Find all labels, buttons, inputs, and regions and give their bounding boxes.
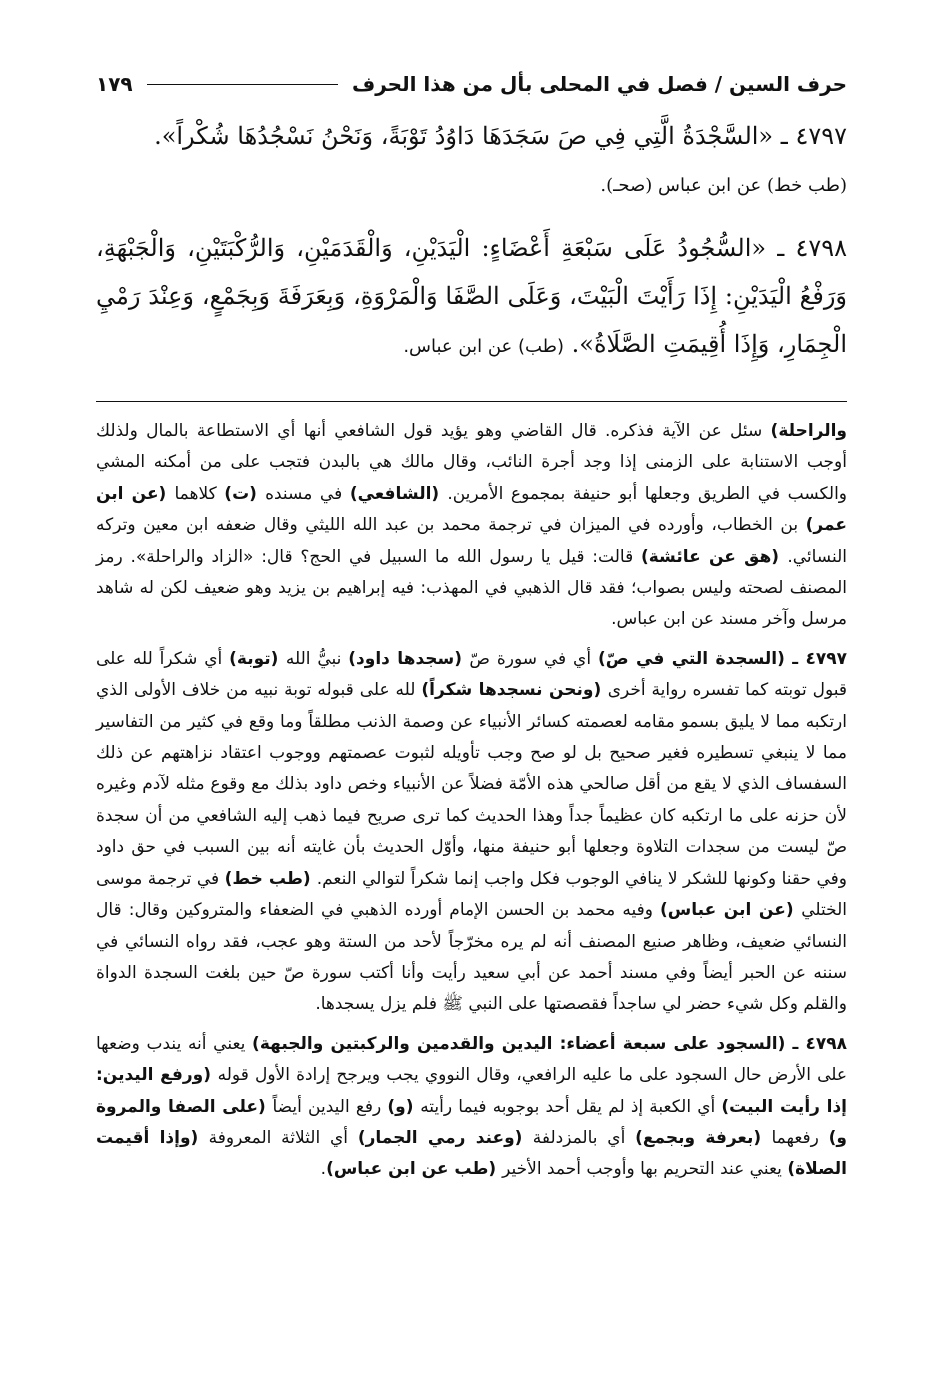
- bold-term: (ونحن نسجدها شكراً): [421, 680, 608, 701]
- commentary-text: يعني أنه يندب وضعها على الأرض حال السجود على ما عليه الرافعي، وقال النووي يجب ويرجح إرادة الأول قوله: [96, 1033, 848, 1086]
- page: [96, 72, 847, 1194]
- hadith-source: (طب خط) عن ابن عباس (صحـ).: [600, 175, 847, 196]
- bold-term: (ت): [224, 483, 266, 504]
- commentary-text: أي بالمزدلفة: [532, 1127, 636, 1148]
- commentary-section: [96, 416, 847, 1186]
- commentary-text: .: [320, 1159, 327, 1180]
- page-number: ١٧٩: [96, 72, 133, 96]
- bold-term: (وإذا أقيمت الصلاة): [96, 1127, 847, 1180]
- commentary-text: أي شكراً لله على قبول توبته كما تفسره رواية أخرى: [96, 648, 847, 701]
- bold-term: والراحلة): [770, 421, 847, 441]
- hadith-4798: [96, 224, 847, 371]
- commentary-paragraph-1: [96, 416, 847, 636]
- commentary-text: أي في سورة صّ: [469, 648, 598, 669]
- bold-term: (السجود على سبعة أعضاء: اليدين والقدمين والركبتين والجبهة): [252, 1033, 793, 1054]
- bold-term: (السجدة التي في صّ): [597, 648, 793, 669]
- header-title: حرف السين / فصل في المحلى بأل من هذا الحرف: [352, 72, 847, 96]
- bold-term: (الشافعي): [349, 483, 448, 504]
- bold-term: (طب خط): [224, 868, 317, 889]
- commentary-text: في ترجمة موسى الختلي: [96, 868, 847, 921]
- bold-term: (سجدها داود): [348, 648, 470, 669]
- commentary-text: نبيُّ الله: [285, 648, 349, 669]
- commentary-text: في مسنده: [265, 483, 350, 504]
- commentary-paragraph-4797: [96, 644, 847, 1021]
- bold-term: (وعند رمي الجمار): [357, 1127, 533, 1148]
- bold-term: (عن ابن عمر): [96, 483, 847, 536]
- commentary-text: قالت: قيل يا رسول الله ما السبيل في الحج؟ قال: «الزاد والراحلة». رمز المصنف لصحته وليس بصواب؛ فقد قال الذهبي في المهذب: فيه إبراهيم بن يزيد وهو ضعيف لكن له شاهد مرسل وآخر مسند عن ابن عباس.: [96, 546, 847, 630]
- hadith-number: ٤٧٩٧ ـ: [780, 122, 847, 150]
- hadith-number: ٤٧٩٨ ـ: [777, 234, 847, 262]
- hadith-4797: [96, 112, 847, 160]
- footnote-divider: [96, 401, 847, 402]
- bold-term: (على الصفا والمروة و): [96, 1096, 847, 1148]
- commentary-text: رفعهما: [771, 1127, 829, 1148]
- commentary-text: بن الخطاب، وأورده في الميزان في ترجمة محمد بن عبد الله الليثي وقال ضعفه ابن معين وتركه النسائي.: [96, 515, 847, 567]
- commentary-number: ٤٧٩٧ ـ: [792, 648, 847, 669]
- bold-term: (ورفع اليدين: إذا رأيت البيت): [96, 1065, 847, 1117]
- running-header: [96, 72, 847, 112]
- hadith-text: «السُّجُودُ عَلَى سَبْعَةِ أَعْضَاءٍ: الْيَدَيْنِ، وَالْقَدَمَيْنِ، وَالرُّكْبَتَيْنِ، وَالْجَبْهَةِ، وَرَفْعُ الْيَدَيْنِ: إِذَا رَأَيْتَ الْبَيْتَ، وَعَلَى الصَّفَا وَالْمَرْوَةِ، وَبِعَرَفَةَ وَبِجَمْعٍ، وَعِنْدَ رَمْيِ الْجِمَارِ، وَإِذَا أُقِيمَتِ الصَّلَاةُ».: [96, 234, 847, 358]
- hadith-text-section: [96, 112, 847, 371]
- commentary-text: يعني عند التحريم بها وأوجب أحمد الأخير: [502, 1159, 788, 1180]
- commentary-text: وفيه محمد بن الحسن الإمام أورده الذهبي في الضعفاء والمتروكين وقال: قال النسائي ضعيف، وظاهر صنيع المصنف أنه لم يره مخرّجاً لأحد من الستة وهو عجب، فقد رواه النسائي في سننه عن الحبر أيضاً وفي مسند أحمد عن أبي سعيد رأيت وأنا أكتب سورة صّ حين بلغت السجدة الدواة والقلم وكل شيء حضر لي ساجداً فقصصتها على النبي ﷺ فلم يزل يسجدها.: [96, 900, 847, 1015]
- hadith-text: «السَّجْدَةُ الَّتِي فِي صَ سَجَدَهَا دَاوُدُ تَوْبَةً، وَنَحْنُ نَسْجُدُهَا شُكْراً».: [154, 122, 774, 150]
- bold-term: (و): [387, 1096, 421, 1117]
- commentary-text: لله على قبوله توبة نبيه من خلاف الأولى الذي ارتكبه مما لا يليق بسمو مقامه لعصمته كسائر الأنبياء عن وصمة الذنب مطلقاً وما وقع في كثير من التفاسير مما لا ينبغي تسطيره فغير صحيح بل لو صح وجب تأويله لثبوت عصمتهم ووجوب اعتقاد نزاهتهم عن ذلك السفساف الذي لا يقع من أقل صالحي هذه الأمّة فضلاً عن الأنبياء وخص داود بذلك مع وقوع مثله لآدم وغيره لأن حزنه على ما ارتكبه كان عظيماً جداً وهذا الحديث كما ترى صريح فيما ذهب إليه الشافعي من أن سجدة صّ ليست من سجدات التلاوة وجعلها أبو حنيفة منها، وأوّل الحديث بأن غايته أنه بين السبب في حق داود وفي حقنا وكونها للشكر لا ينافي الوجوب فكل واجب إنما شكراً لتوالي النعم.: [96, 680, 847, 889]
- commentary-text: أي الكعبة إذ لم يقل أحد بوجوبه فيما رأيته: [420, 1096, 722, 1117]
- bold-term: (طب عن ابن عباس): [326, 1159, 503, 1180]
- bold-term: (توبة): [229, 648, 286, 669]
- commentary-number: ٤٧٩٨ ـ: [792, 1033, 848, 1054]
- bold-term: (بعرفة وبجمع): [635, 1127, 772, 1148]
- hadith-source: (طب) عن ابن عباس.: [403, 336, 565, 357]
- bold-term: (عن ابن عباس): [660, 900, 802, 921]
- commentary-text: سئل عن الآية فذكره. قال القاضي وهو يؤيد قول الشافعي أنها أي الاستطاعة بالمال ولذلك أوجب الاستنابة على الزمنى إذا وجد أجرة النائب، وقال مالك هي بالبدن فتجب على من أمكنه المشي والكسب في الطريق وجعلها أبو حنيفة بمجموع الأمرين.: [96, 421, 847, 504]
- commentary-text: رفع اليدين أيضاً: [272, 1096, 388, 1117]
- commentary-text: أي الثلاثة المعروفة: [208, 1127, 358, 1148]
- commentary-paragraph-4798: [96, 1029, 847, 1186]
- header-rule: [147, 84, 338, 85]
- commentary-text: كلاهما: [174, 483, 225, 504]
- hadith-4797-source: [96, 166, 847, 206]
- bold-term: (هق عن عائشة): [640, 546, 788, 567]
